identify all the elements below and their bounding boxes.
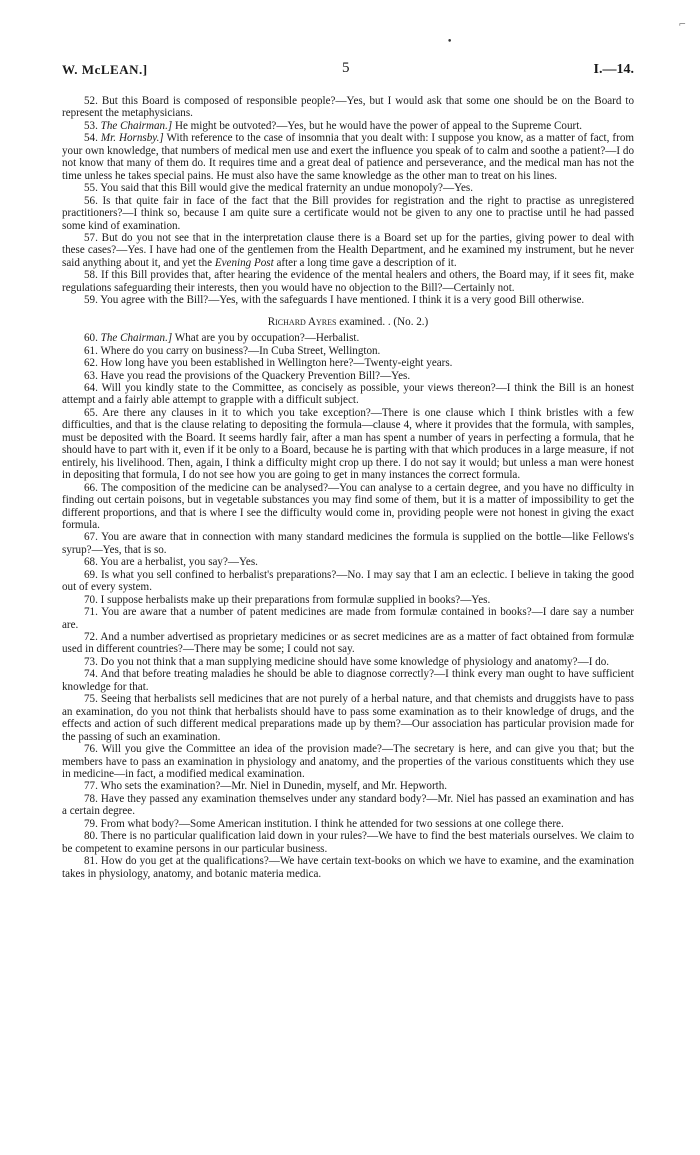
question-text: The composition of the medicine can be analysed?—You can analyse to a certain degree, and you have no difficulty in finding out certain poisons, but in vegetable substances you may find some of them, but it is a matter of impossibility to get the different proportions, and that is where I see the difficulty would come in, providing people were not honest in giving the exact formula. [62,481,634,531]
question-paragraph [62,294,634,306]
question-number: 53. [84,119,98,132]
question-paragraph [62,382,634,407]
question-text: If this Bill provides that, after hearing the evidence of the mental healers and others, the Board may, if it sees fit, make regulations safeguarding their interests, then you would have no objection to the Bill?—Certainly not. [62,269,634,294]
question-paragraph [62,556,634,568]
question-text-tail: after a long time gave a description of it. [276,256,457,269]
question-number: 67. [84,531,98,544]
question-paragraph [62,855,634,880]
question-text: Is that quite fair in face of the fact that the Bill provides for registration and the right to practise as unregistered practitioners?—I think so, because I am quite sure a certificate would not be given to any one to practise until he had passed some kind of examination. [62,194,634,232]
question-number: 59. [84,294,98,307]
witness-name: Richard Ayres [267,315,337,328]
question-text: Is what you sell confined to herbalist's preparations?—No. I may say that I am an eclectic. I believe in taking the good out of every system. [62,568,634,594]
question-text: Will you give the Committee an idea of the provision made?—The secretary is here, and can give you that; but the members have to pass an examination in physiology and anatomy, and the properties of the various constituents which they use in medicine—in fact, a modified medical examination. [62,743,634,781]
question-number: 81. [84,855,98,868]
question-number: 58. [84,269,98,282]
question-paragraph [62,95,634,120]
question-text: He might be outvoted?—Yes, but he would have the power of appeal to the Supreme Court. [174,119,583,132]
question-number: 57. [84,231,98,244]
paragraphs-top [62,95,634,307]
question-number: 78. [84,792,98,805]
question-paragraph [62,370,634,382]
question-paragraph [62,693,634,743]
question-paragraph [62,793,634,818]
question-paragraph [62,195,634,232]
question-number: 73. [84,655,98,668]
question-text: Are there any clauses in it to which you take exception?—There is one clause which I think bristles with a few difficulties, and that is the clause relating to depositing the formula—clause 4, where it provides that the formula, with samples, must be deposited with the Board. It seems hardly fair, after a man has spent a number of years in perfecting a formula, that he should have to part with it, even if it be only to a Board, because he is parting with that which produces in a large measure, if not entirely, his livelihood. Then, again, I think a difficulty might crop up there. I do not say it would; but unless a man were honest in depositing that formula, I do not see how you are going to get in many instances the correct formula. [62,406,634,482]
question-number: 74. [84,668,98,681]
question-number: 70. [84,593,98,606]
document-reference: I.—14. [593,62,634,77]
question-text: Have they passed any examination themselves under any standard body?—Mr. Niel has passed an examination and has a certain degree. [62,792,634,818]
question-number: 66. [84,481,98,494]
document-body [62,95,634,880]
header-witness-name: W. McLEAN.] [62,62,148,77]
paragraphs-bottom [62,332,634,880]
question-number: 69. [84,568,98,581]
question-text: You said that this Bill would give the medical fraternity an undue monopoly?—Yes. [100,182,473,195]
question-paragraph [62,780,634,792]
section-heading-suffix: examined. . (No. 2.) [339,315,429,328]
question-number: 72. [84,631,98,644]
question-text: But this Board is composed of responsible people?—Yes, but I would ask that some one should be on the Board to represent the metaphysicians. [62,95,635,120]
question-paragraph [62,120,634,132]
question-text: Where do you carry on business?—In Cuba Street, Wellington. [100,344,381,357]
question-paragraph [62,569,634,594]
question-text: From what body?—Some American institution. I think he attended for two sessions at one college there. [100,817,564,830]
question-text: But do you not see that in the interpretation clause there is a Board set up for the parties, giving power to deal with these cases?—Yes. I have had one of the gentlemen from the Health Department, and he examined my instrument, but he never said anything about it, and yet the [62,231,634,269]
question-number: 56. [84,194,98,207]
print-dot-icon: • [447,37,453,47]
section-heading [62,316,634,328]
question-number: 79. [84,817,98,830]
question-text: What are you by occupation?—Herbalist. [174,332,360,345]
question-text: You are a herbalist, you say?—Yes. [100,556,258,569]
question-number: 71. [84,606,98,619]
question-text: I suppose herbalists make up their preparations from formulæ supplied in books?—Yes. [100,593,491,606]
question-text: Have you read the provisions of the Quackery Prevention Bill?—Yes. [100,369,411,382]
question-text: Will you kindly state to the Committee, as concisely as possible, your views thereon?—I think the Bill is an honest attempt and a fairly able attempt to grapple with a difficult subject. [62,381,634,407]
question-text: There is no particular qualification laid down in your rules?—We have to find the best materials ourselves. We claim to be competent to examine persons in our particular business. [62,830,634,855]
question-paragraph [62,345,634,357]
question-paragraph [62,182,634,194]
question-number: 62. [84,357,98,370]
question-number: 77. [84,780,98,793]
question-number: 65. [84,406,98,419]
question-number: 68. [84,556,98,569]
question-text: Do you not think that a man supplying medicine should have some knowledge of physiology and anatomy?—I do. [100,655,610,668]
question-paragraph [62,232,634,269]
question-number: 76. [84,743,98,756]
question-number: 55. [84,182,98,195]
question-paragraph [62,269,634,294]
question-paragraph [62,332,634,344]
speaker-name: The Chairman.] [100,332,173,345]
question-text: And that before treating maladies he should be able to diagnose correctly?—I think every man ought to have sufficient knowledge for that. [62,668,634,693]
question-text: You agree with the Bill?—Yes, with the safeguards I have mentioned. I think it is a very good Bill otherwise. [100,294,585,307]
question-paragraph [62,818,634,830]
question-text: And a number advertised as proprietary medicines or as secret medicines are as a matter of fact obtained from formulæ used in different countries?—There may be some; I could not say. [62,631,634,656]
question-text: How do you get at the qualifications?—We have certain text-books on which we have to examine, and the examination takes in physiology, anatomy, and botanic materia medica. [62,855,634,880]
question-text: How long have you been established in Wellington here?—Twenty-eight years. [100,357,453,370]
question-paragraph [62,132,634,182]
question-paragraph [62,407,634,482]
question-paragraph [62,357,634,369]
question-paragraph [62,594,634,606]
question-number: 54. [84,132,98,145]
question-number: 80. [84,830,98,843]
page-header [62,62,634,82]
question-number: 52. [84,95,98,107]
question-paragraph [62,482,634,532]
publication-title: Evening Post [214,256,274,269]
question-paragraph [62,531,634,556]
speaker-name: The Chairman.] [100,119,173,132]
question-number: 64. [84,381,98,394]
page-number: 5 [342,60,350,76]
question-paragraph [62,668,634,693]
question-paragraph [62,656,634,668]
question-number: 60. [84,332,98,345]
corner-mark-icon: ⌐ [678,20,686,30]
question-paragraph [62,743,634,780]
question-number: 61. [84,344,98,357]
question-text: Who sets the examination?—Mr. Niel in Dunedin, myself, and Mr. Hepworth. [100,780,448,793]
speaker-name: Mr. Hornsby.] [100,132,164,145]
question-number: 75. [84,693,98,706]
question-paragraph [62,631,634,656]
question-paragraph [62,830,634,855]
question-text: With reference to the case of insomnia that you dealt with: I suppose you know, as a matter of fact, from your own knowledge, that numbers of medical men use and exert the influence you speak of to calm and soothe a patient?—I do not know that many of them do. It requires time and a great deal of patience and perseverance, and the medical man has not the time unless he takes special pains. He must also have the same knowledge as the other man to treat on his lines. [62,132,634,182]
question-number: 63. [84,369,98,382]
question-paragraph [62,606,634,631]
question-text: You are aware that a number of patent medicines are made from formulæ contained in books?—I dare say a number are. [62,606,634,631]
question-text: You are aware that in connection with many standard medicines the formula is supplied on the bottle—like Fellows's syrup?—Yes, that is so. [62,531,634,556]
question-text: Seeing that herbalists sell medicines that are not purely of a herbal nature, and that chemists and druggists have to pass an examination, do you not think that herbalists should have to pass some examination as to their knowledge of drugs, and the effects and action of such different medical preparations made up by them?—Our association has particular provision made for the passing of such an examination. [62,693,634,743]
